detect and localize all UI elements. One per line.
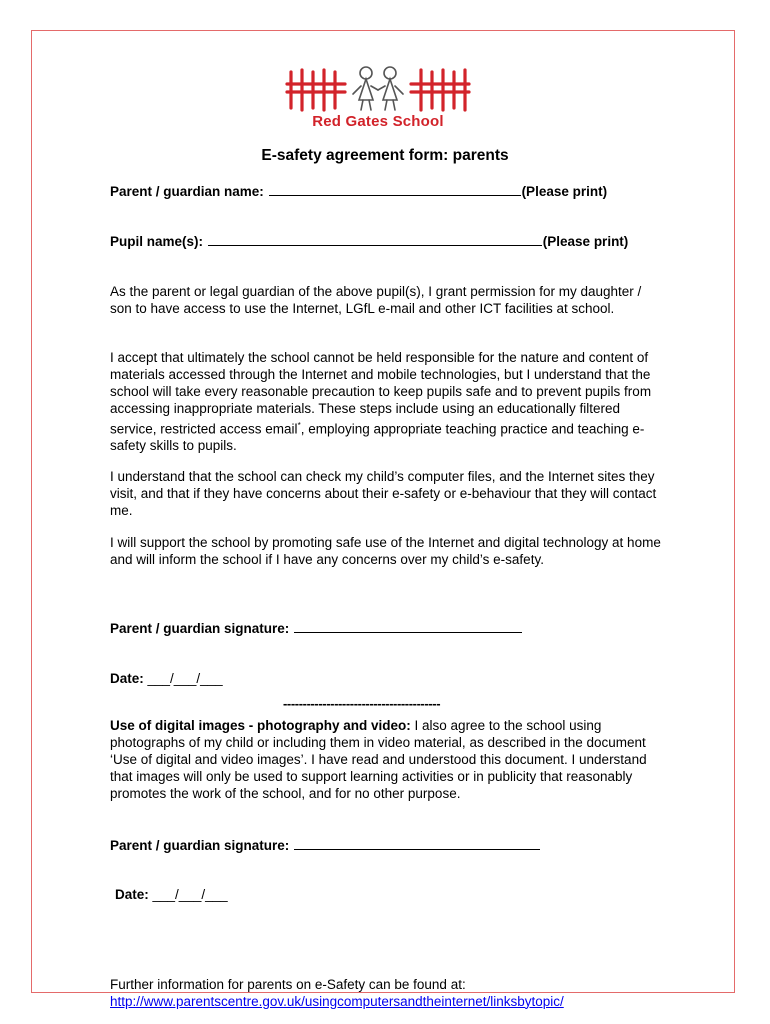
- responsibility-tail: , employing appropriate teaching practice and teaching e-safety skills to pupils.: [110, 421, 645, 454]
- signature-blank-2[interactable]: [294, 837, 540, 850]
- date-label-2: Date:: [115, 887, 149, 902]
- parent-name-field[interactable]: [110, 183, 607, 199]
- signature-label-1: Parent / guardian signature:: [110, 621, 290, 636]
- signature-blank-1[interactable]: [294, 620, 522, 633]
- parent-name-label: Parent / guardian name:: [110, 184, 264, 199]
- monitoring-paragraph: I understand that the school can check my child’s computer files, and the Internet sites they visit, and that if they have concerns about their e-safety or e-behaviour that they will contact me.: [110, 469, 657, 518]
- footer: [110, 977, 564, 1010]
- support-paragraph: I will support the school by promoting safe use of the Internet and digital technology at home and will inform the school if I have any concerns over my child’s e-safety.: [110, 535, 661, 567]
- date-field-2[interactable]: [115, 887, 228, 902]
- page-title: E-safety agreement form: parents: [261, 147, 509, 164]
- school-name: Red Gates School: [312, 113, 444, 130]
- digital-images-text: I also agree to the school using photographs of my child or including them in video material, as described in the document ‘Use of digital and video images’. I have read and understood this document. I understand that images will only be used to support learning activities or in publicity that reasonably promotes the work of the school, and for no other purpose.: [110, 718, 647, 801]
- footer-text: Further information for parents on e-Safety can be found at:: [110, 977, 466, 992]
- date-blanks-1[interactable]: ___/___/___: [147, 671, 223, 686]
- pupil-name-blank[interactable]: [208, 233, 542, 246]
- date-blanks-2[interactable]: ___/___/___: [152, 887, 228, 902]
- parents-centre-link[interactable]: http://www.parentscentre.gov.uk/usingcomputersandtheinternet/linksbytopic/: [110, 993, 564, 1009]
- pupil-name-label: Pupil name(s):: [110, 234, 204, 249]
- responsibility-paragraph: [110, 350, 662, 455]
- signature-field-1[interactable]: [110, 620, 523, 636]
- digital-images-heading: Use of digital images - photography and video:: [110, 718, 411, 733]
- responsibility-text: I accept that ultimately the school cannot be held responsible for the nature and content of materials accessed through the Internet and mobile technologies, but I understand that the school will take every reasonable precaution to keep pupils safe and to prevent pupils from accessing inappropriate materials. These steps include using an educationally filtered service, restricted access email: [110, 350, 652, 437]
- pupil-name-suffix: (Please print): [542, 234, 629, 249]
- gates-and-children-icon: [283, 64, 473, 114]
- date-field-1[interactable]: [110, 671, 223, 686]
- permission-paragraph: As the parent or legal guardian of the above pupil(s), I grant permission for my daughter / son to have access to use the Internet, LGfL e-mail and other ICT facilities at school.: [110, 284, 642, 316]
- pupil-name-field[interactable]: [110, 233, 628, 249]
- date-label-1: Date:: [110, 671, 144, 686]
- signature-label-2: Parent / guardian signature:: [110, 838, 290, 853]
- parent-name-suffix: (Please print): [521, 184, 608, 199]
- parent-name-blank[interactable]: [269, 183, 521, 196]
- signature-field-2[interactable]: [110, 837, 541, 853]
- digital-images-paragraph: [110, 718, 662, 803]
- section-divider: ----------------------------------------: [283, 696, 441, 711]
- footnote-mark: *: [297, 420, 301, 430]
